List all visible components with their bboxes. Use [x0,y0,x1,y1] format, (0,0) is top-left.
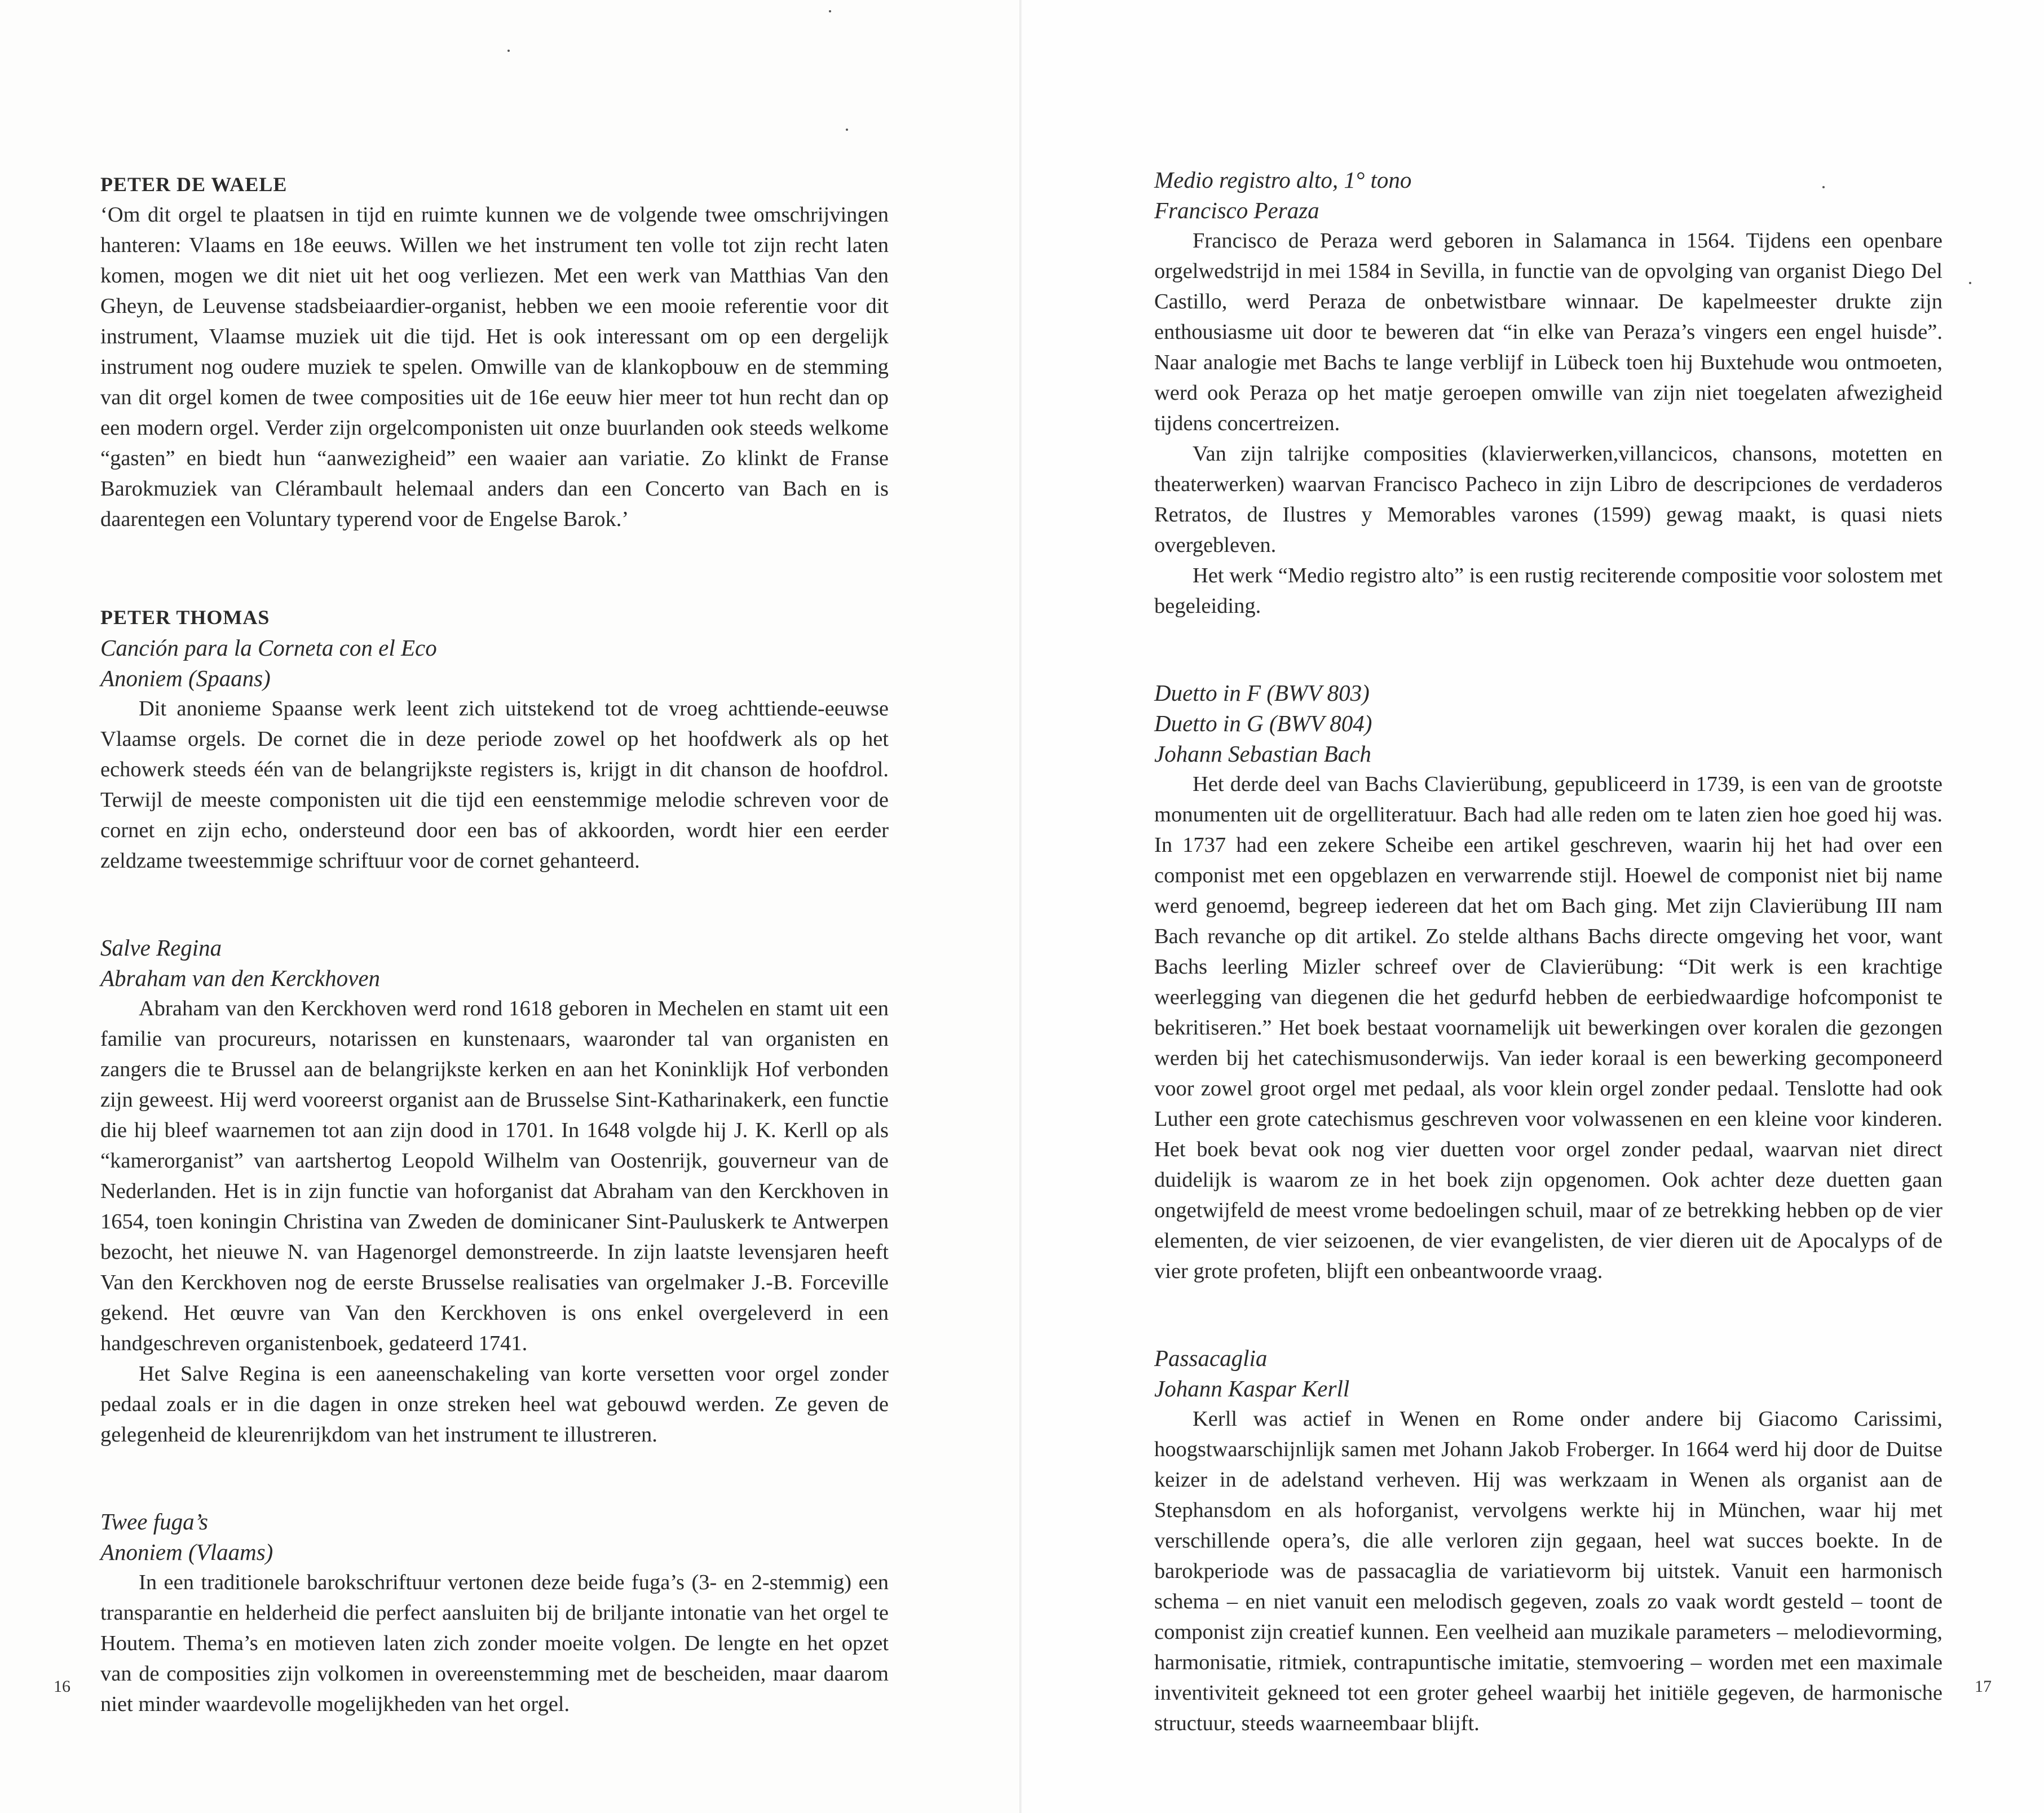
work-title: Canción para la Corneta con el Eco [100,635,437,661]
section-salve-regina [100,932,889,1450]
work-title: Passacaglia [1154,1345,1268,1371]
paragraph: Abraham van den Kerckhoven werd rond 1618 geboren in Mechelen en stamt uit een familie van procureurs, notarissen en kunstenaars, waaronder tal van organisten en zangers die te Brussel aan de belangrijkste kerken en aan het Koninklijk Hof verbonden zijn geweest. Hij werd vooreerst organist aan de Brusselse Sint-Katharinakerk, een functie die hij bleef waarnemen tot aan zijn dood in 1701. In 1648 volgde hij J. K. Kerll op als “kamerorganist” van aartshertog Leopold Wilhelm van Oostenrijk, gouverneur van de Nederlanden. Het is in zijn functie van hoforganist dat Abraham van den Kerckhoven in 1654, toen koningin Christina van Zweden de dominicaner Sint-Pauluskerk te Antwerpen bezocht, het nieuwe N. van Hagenorgel demonstreerde. In zijn laatste levensjaren heeft Van den Kerckhoven nog de eerste Brusselse realisaties van orgelmaker J.-B. Forceville gekend. Het œuvre van Van den Kerckhoven is ons enkel overgeleverd in een handgeschreven organistenboek, gedateerd 1741. [100,997,889,1355]
scan-speck [1822,186,1825,188]
work-composer: Francisco Peraza [1154,197,1319,223]
right-page [1022,0,2044,1813]
section-twee-fugas [100,1506,889,1719]
paragraph: Het Salve Regina is een aaneenschakeling van korte versetten voor orgel zonder pedaal zoals er in die dagen in onze streken heel wat gebouwd werden. Ze geven de gelegenheid de kleurenrijkdom van het instrument te illustreren. [100,1362,889,1447]
page-number: 16 [54,1677,70,1696]
section-medio-registro [1154,165,1943,621]
scan-speck [1969,282,1971,284]
paragraph: ‘Om dit orgel te plaatsen in tijd en ruimte kunnen we de volgende twee omschrijvingen hanteren: Vlaams en 18e eeuws. Willen we het instrument ten volle tot zijn recht laten komen, mogen we dit niet uit het oog verliezen. Met een werk van Matthias Van den Gheyn, de Leuvense stadsbeiaardier-organist, hebben we een mooie referentie voor dit instrument, Vlaamse muziek uit die tijd. Het is ook interessant om op een dergelijk instrument nog oudere muziek te spelen. Omwille van de klankopbouw en de stemming van dit orgel komen de twee composities uit de 16e eeuw hier meer tot hun recht dan op een modern orgel. Verder zijn orgelcomponisten uit onze buurlanden ook steeds welkome “gasten” en biedt hun “aanwezigheid” een waaier aan variatie. Zo klinkt de Franse Barokmuziek van Clérambault helemaal anders dan een Concerto van Bach en is daarentegen een Voluntary typerend voor de Engelse Barok.’ [100,203,889,531]
paragraph: Dit anonieme Spaanse werk leent zich uitstekend tot de vroeg achttiende-eeuwse Vlaamse orgels. De cornet die in deze periode zowel op het hoofdwerk als op het echowerk steeds één van de belangrijkste registers is, krijgt in dit chanson de hoofdrol. Terwijl de meeste componisten uit die tijd een eenstemmige melodie schreven voor de cornet en zijn echo, ondersteund door een bas of akkoorden, wordt hier een eerder zeldzame tweestemmige schriftuur voor de cornet gehanteerd. [100,697,889,873]
section-peter-thomas [100,602,889,876]
work-title: Duetto in G (BWV 804) [1154,710,1372,736]
work-composer: Anoniem (Spaans) [100,665,271,691]
work-title: Duetto in F (BWV 803) [1154,680,1370,706]
page-number: 17 [1975,1677,1992,1696]
section-duetto [1154,678,1943,1286]
work-composer: Johann Kaspar Kerll [1154,1376,1350,1401]
paragraph: In een traditionele barokschriftuur vertonen deze beide fuga’s (3- en 2-stemmig) een transparantie en helderheid die perfect aansluiten bij de briljante intonatie van het orgel te Houtem. Thema’s en motieven laten zich zonder moeite volgen. De lengte en het opzet van de composities zijn volkomen in overeenstemming met de bescheiden, maar daarom niet minder waardevolle mogelijkheden van het orgel. [100,1571,889,1716]
performer-heading: PETER DE WAELE [100,173,288,196]
work-title: Salve Regina [100,935,222,961]
work-title: Medio registro alto, 1° tono [1154,167,1412,193]
section-peter-de-waele [100,169,889,534]
section-passacaglia [1154,1343,1943,1739]
work-title: Twee fuga’s [100,1509,208,1535]
scan-speck [846,129,848,131]
paragraph: Kerll was actief in Wenen en Rome onder andere bij Giacomo Carissimi, hoogstwaarschijnlijk samen met Johann Jakob Froberger. In 1664 werd hij door de Duitse keizer in de adelstand verheven. Hij was werkzaam in Wenen als organist aan de Stephansdom en als hoforganist, vervolgens werkte hij in München, waar hij met verschillende opera’s, die alle verloren zijn gegaan, heel wat succes boekte. In de barokperiode was de passacaglia de variatievorm bij uitstek. Vanuit een harmonisch schema – en niet vanuit een melodisch gegeven, zoals zo vaak wordt gesteld – toont de componist zijn creatief kunnen. Een veelheid aan muzikale parameters – melodievorming, harmonisatie, ritmiek, contrapuntische imitatie, stemvoering – worden met een maximale inventiviteit gekneed tot een groter geheel waarbij het initiële gegeven, de harmonische structuur, steeds waarneembaar blijft. [1154,1407,1943,1735]
performer-heading: PETER THOMAS [100,606,270,629]
scan-speck [829,10,831,12]
work-composer: Abraham van den Kerckhoven [100,965,381,991]
work-composer: Anoniem (Vlaams) [100,1539,273,1565]
paragraph: Het derde deel van Bachs Clavierübung, gepubliceerd in 1739, is een van de grootste monumenten uit de orgelliteratuur. Bach had alle reden om te laten zien hoe goed hij was. In 1737 had een zekere Scheibe een artikel geschreven, waarin hij het had over een componist met een opgeblazen en verwarrende stijl. Hoewel de componist niet bij name werd genoemd, begreep iedereen dat het om Bach ging. Met zijn Clavierübung III nam Bach revanche op dit artikel. Zo stelde althans Bachs directe omgeving het voor, want Bachs leerling Mizler schreef over de Clavierübung: “Dit werk is een krachtige weerlegging van diegenen die het gedurfd hebben de eerbiedwaardige hofcomponist te bekritiseren.” Het boek bestaat voornamelijk uit bewerkingen over koralen die gezongen werden bij het catechismusonderwijs. Van ieder koraal is een bewerking gecomponeerd voor zowel groot orgel met pedaal, als voor klein orgel zonder pedaal. Tenslotte had ook Luther een grote catechismus geschreven voor volwassenen en een kleine voor kinderen. Het boek bevat ook nog vier duetten voor orgel zonder pedaal, waarvan niet direct duidelijk is waarom ze in het boek zijn opgenomen. Ook achter deze duetten gaan ongetwijfeld de meest vrome bedoelingen schuil, maar of ze betrekking hebben op de vier elementen, de vier seizoenen, de vier evangelisten, de vier dieren uit de Apocalyps of de vier grote profeten, blijft een onbeantwoorde vraag. [1154,772,1943,1283]
paragraph: Francisco de Peraza werd geboren in Salamanca in 1564. Tijdens een openbare orgelwedstrijd in mei 1584 in Sevilla, in functie van de opvolging van organist Diego Del Castillo, werd Peraza de onbetwistbare winnaar. De kapelmeester drukte zijn enthousiasme uit door te beweren dat “in elke van Peraza’s vingers een engel huisde”. Naar analogie met Bachs te lange verblijf in Lübeck toen hij Buxtehude wou ontmoeten, werd ook Peraza op het matje geroepen omwille van zijn niet toegelaten afwezigheid tijdens concertreizen. [1154,229,1943,435]
right-column [1154,165,1943,1739]
scan-speck [507,50,510,52]
left-column [100,169,889,1719]
paragraph: Van zijn talrijke composities (klavierwerken,villancicos, chansons, motetten en theaterwerken) waarvan Francisco Pacheco in zijn Libro de descripciones de verdaderos Retratos, de Ilustres y Memorables varones (1599) gewag maakt, is quasi niets overgebleven. [1154,442,1943,557]
work-composer: Johann Sebastian Bach [1154,741,1371,767]
paragraph: Het werk “Medio registro alto” is een rustig reciterende compositie voor solostem met begeleiding. [1154,564,1943,618]
